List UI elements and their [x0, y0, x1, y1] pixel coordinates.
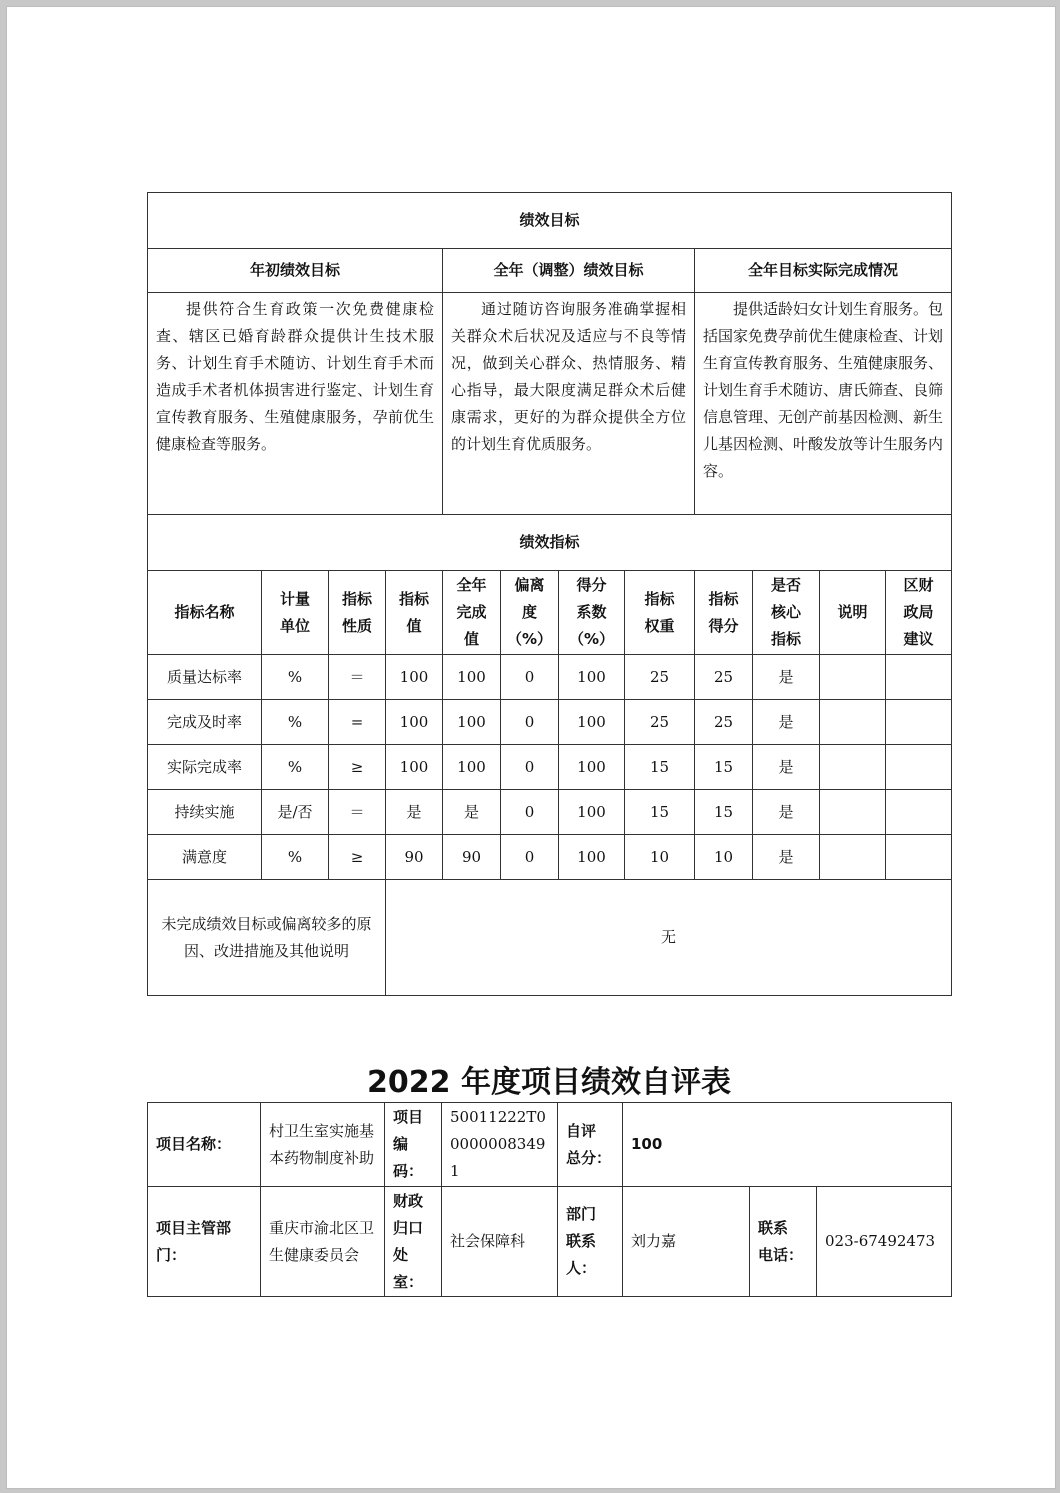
score-value: 100 — [623, 1103, 952, 1187]
performance-goal-table — [147, 192, 952, 515]
indicator-cell: % — [262, 745, 329, 790]
indicator-cell: 是 — [753, 745, 820, 790]
goal-initial-cell — [148, 293, 443, 515]
indicator-cell: 100 — [443, 655, 501, 700]
phone-label: 联系 电话： — [750, 1187, 817, 1297]
reason-value: 无 — [386, 880, 952, 996]
indicator-cell — [820, 745, 886, 790]
indicator-header-cell: 得分 系数 （%） — [559, 571, 625, 655]
finance-office-label: 财政 归口 处 室： — [385, 1187, 442, 1297]
indicator-cell: 是 — [753, 655, 820, 700]
indicator-cell — [886, 700, 952, 745]
goal-adjusted-cell — [443, 293, 695, 515]
indicator-cell — [886, 655, 952, 700]
indicator-cell: 100 — [386, 700, 443, 745]
indicator-cell: % — [262, 655, 329, 700]
indicator-header-cell: 指标 权重 — [625, 571, 695, 655]
indicator-cell: 100 — [559, 700, 625, 745]
indicator-cell: 0 — [501, 790, 559, 835]
indicator-cell: 完成及时率 — [148, 700, 262, 745]
indicator-cell: 0 — [501, 655, 559, 700]
indicator-header-cell: 是否 核心 指标 — [753, 571, 820, 655]
indicator-row — [148, 655, 952, 700]
indicator-row — [148, 700, 952, 745]
indicator-cell — [820, 655, 886, 700]
indicator-header-row — [148, 571, 952, 655]
indicator-rows — [148, 655, 952, 880]
dept-value: 重庆市渝北区卫生健康委员会 — [261, 1187, 385, 1297]
indicator-header-cell: 偏离 度 （%） — [501, 571, 559, 655]
indicator-cell: 90 — [443, 835, 501, 880]
goal-initial-text: 提供符合生育政策一次免费健康检查、辖区已婚育龄群众提供计生技术服务、计划生育手术随访、计划生育手术而造成手术者机体损害进行鉴定、计划生育宣传教育服务、生殖健康服务，孕前优生健康检查等服务。 — [156, 300, 434, 453]
goal-header-actual: 全年目标实际完成情况 — [695, 249, 952, 293]
indicator-cell: 25 — [695, 700, 753, 745]
goal-section-title: 绩效目标 — [148, 193, 952, 249]
indicator-cell — [820, 700, 886, 745]
indicator-cell: 满意度 — [148, 835, 262, 880]
goal-header-adjusted: 全年（调整）绩效目标 — [443, 249, 695, 293]
indicator-cell: 0 — [501, 835, 559, 880]
indicator-cell: 是 — [753, 790, 820, 835]
indicator-cell — [886, 790, 952, 835]
indicator-cell: 15 — [625, 790, 695, 835]
indicator-cell: ＝ — [329, 790, 386, 835]
indicator-cell: 25 — [625, 700, 695, 745]
indicator-header-cell: 区财 政局 建议 — [886, 571, 952, 655]
reason-label: 未完成绩效目标或偏离较多的原因、改进措施及其他说明 — [148, 880, 386, 996]
indicator-row — [148, 745, 952, 790]
indicator-cell — [886, 745, 952, 790]
indicator-cell: = — [329, 700, 386, 745]
performance-indicator-table — [147, 514, 952, 996]
indicator-row — [148, 835, 952, 880]
project-name-label: 项目名称： — [148, 1103, 261, 1187]
indicator-cell: 100 — [386, 655, 443, 700]
goal-adjusted-text: 通过随访咨询服务准确掌握相关群众术后状况及适应与不良等情况，做到关心群众、热情服务、精心指导，最大限度满足群众术后健康需求，更好的为群众提供全方位的计划生育优质服务。 — [451, 300, 686, 453]
indicator-cell: 100 — [559, 745, 625, 790]
indicator-cell: 是 — [386, 790, 443, 835]
indicator-cell: 0 — [501, 700, 559, 745]
indicator-cell: 是 — [443, 790, 501, 835]
project-info-table — [147, 1102, 952, 1297]
indicator-cell: 100 — [559, 835, 625, 880]
indicator-cell: 90 — [386, 835, 443, 880]
indicator-header-cell: 指标 值 — [386, 571, 443, 655]
indicator-cell — [820, 790, 886, 835]
phone-value: 023-67492473 — [817, 1187, 952, 1297]
indicator-cell — [886, 835, 952, 880]
indicator-cell: 25 — [625, 655, 695, 700]
document-page — [6, 6, 1056, 1489]
goal-actual-cell — [695, 293, 952, 515]
indicator-cell: 15 — [625, 745, 695, 790]
indicator-cell: ＝ — [329, 655, 386, 700]
indicator-header-cell: 指标 性质 — [329, 571, 386, 655]
indicator-cell: 是 — [753, 835, 820, 880]
indicator-cell: 10 — [625, 835, 695, 880]
indicator-header-cell: 说明 — [820, 571, 886, 655]
indicator-header-cell: 指标 得分 — [695, 571, 753, 655]
indicator-section-title: 绩效指标 — [148, 515, 952, 571]
indicator-row — [148, 790, 952, 835]
indicator-cell: % — [262, 700, 329, 745]
contact-person-label: 部门 联系 人： — [558, 1187, 623, 1297]
project-code-label: 项目 编 码： — [385, 1103, 442, 1187]
indicator-cell: 100 — [443, 700, 501, 745]
goal-actual-text: 提供适龄妇女计划生育服务。包括国家免费孕前优生健康检查、计划生育宣传教育服务、生殖健康服务、计划生育手术随访、唐氏筛查、良筛信息管理、无创产前基因检测、新生儿基因检测、叶酸发放等计生服务内容。 — [703, 300, 944, 480]
finance-office-value: 社会保障科 — [442, 1187, 558, 1297]
indicator-cell: 是 — [753, 700, 820, 745]
indicator-cell: ≥ — [329, 835, 386, 880]
indicator-cell: 10 — [695, 835, 753, 880]
self-evaluation-title: 2022 年度项目绩效自评表 — [367, 1065, 731, 1100]
indicator-cell: 是/否 — [262, 790, 329, 835]
indicator-cell: % — [262, 835, 329, 880]
indicator-cell: 100 — [559, 655, 625, 700]
indicator-header-cell: 全年 完成 值 — [443, 571, 501, 655]
indicator-cell: 实际完成率 — [148, 745, 262, 790]
score-label: 自评 总分： — [558, 1103, 623, 1187]
indicator-header-cell: 计量 单位 — [262, 571, 329, 655]
indicator-cell: 持续实施 — [148, 790, 262, 835]
indicator-cell: 0 — [501, 745, 559, 790]
project-name-value: 村卫生室实施基本药物制度补助 — [261, 1103, 385, 1187]
indicator-cell: 100 — [386, 745, 443, 790]
contact-person-value: 刘力嘉 — [623, 1187, 750, 1297]
indicator-header-cell: 指标名称 — [148, 571, 262, 655]
indicator-cell: 100 — [559, 790, 625, 835]
indicator-cell: 15 — [695, 745, 753, 790]
goal-header-initial: 年初绩效目标 — [148, 249, 443, 293]
indicator-cell: ≥ — [329, 745, 386, 790]
indicator-cell: 质量达标率 — [148, 655, 262, 700]
indicator-cell: 100 — [443, 745, 501, 790]
dept-label: 项目主管部门： — [148, 1187, 261, 1297]
indicator-cell — [820, 835, 886, 880]
indicator-cell: 15 — [695, 790, 753, 835]
indicator-cell: 25 — [695, 655, 753, 700]
project-code-value: 50011222T000000083491 — [442, 1103, 558, 1187]
